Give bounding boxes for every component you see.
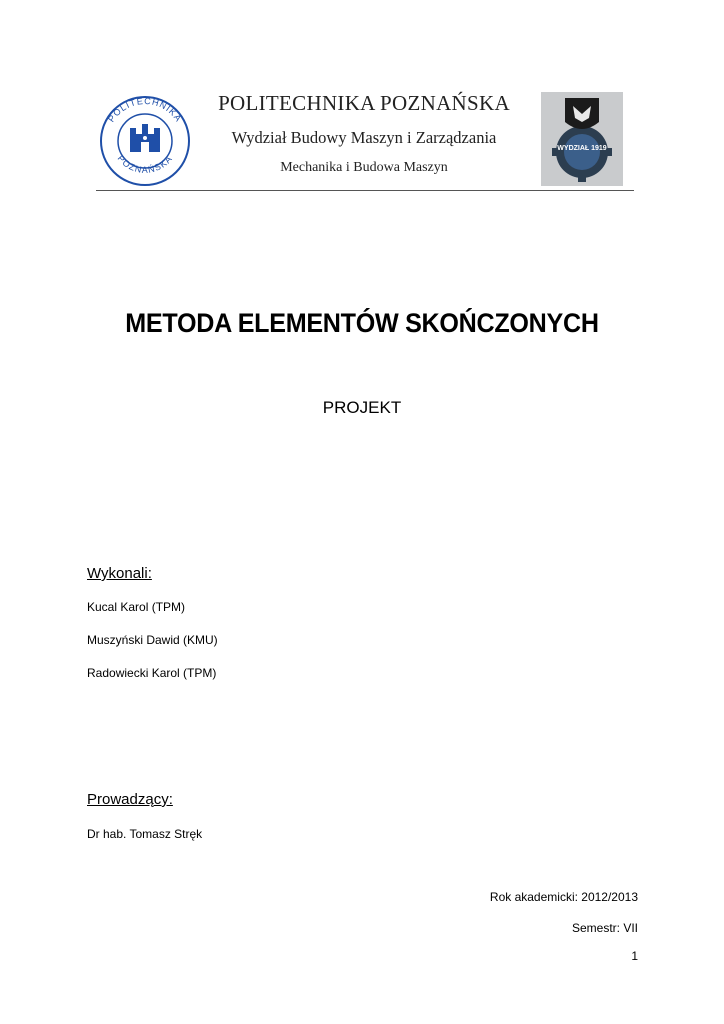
supervisor-label: Prowadzący:: [87, 791, 173, 808]
page-subtitle: PROJEKT: [322, 398, 402, 417]
author-name: Kucal Karol (TPM): [87, 600, 186, 614]
header-divider: [96, 190, 634, 191]
university-seal-icon: [96, 92, 194, 190]
supervisor-name: Dr hab. Tomasz Stręk: [87, 827, 203, 841]
semester: Semestr: VII: [571, 921, 638, 935]
university-name: POLITECHNIKA POZNAŃSKA: [218, 91, 510, 115]
author-name: Radowiecki Karol (TPM): [87, 666, 217, 680]
author-name: Muszyński Dawid (KMU): [87, 633, 218, 647]
page-title: METODA ELEMENTÓW SKOŃCZONYCH: [125, 308, 599, 338]
faculty-emblem-icon: [541, 92, 623, 186]
faculty-name: Wydział Budowy Maszyn i Zarządzania: [231, 128, 497, 147]
svg-text:POLITECHNIKA: POLITECHNIKA: [106, 95, 184, 124]
svg-text:POZNAŃSKA: POZNAŃSKA: [115, 153, 175, 175]
academic-year: Rok akademicki: 2012/2013: [489, 890, 638, 904]
authors-label: Wykonali:: [87, 565, 152, 582]
page-number: 1: [631, 949, 638, 963]
program-name: Mechanika i Budowa Maszyn: [280, 160, 448, 175]
emblem-text: WYDZIAŁ 1919: [557, 145, 607, 152]
